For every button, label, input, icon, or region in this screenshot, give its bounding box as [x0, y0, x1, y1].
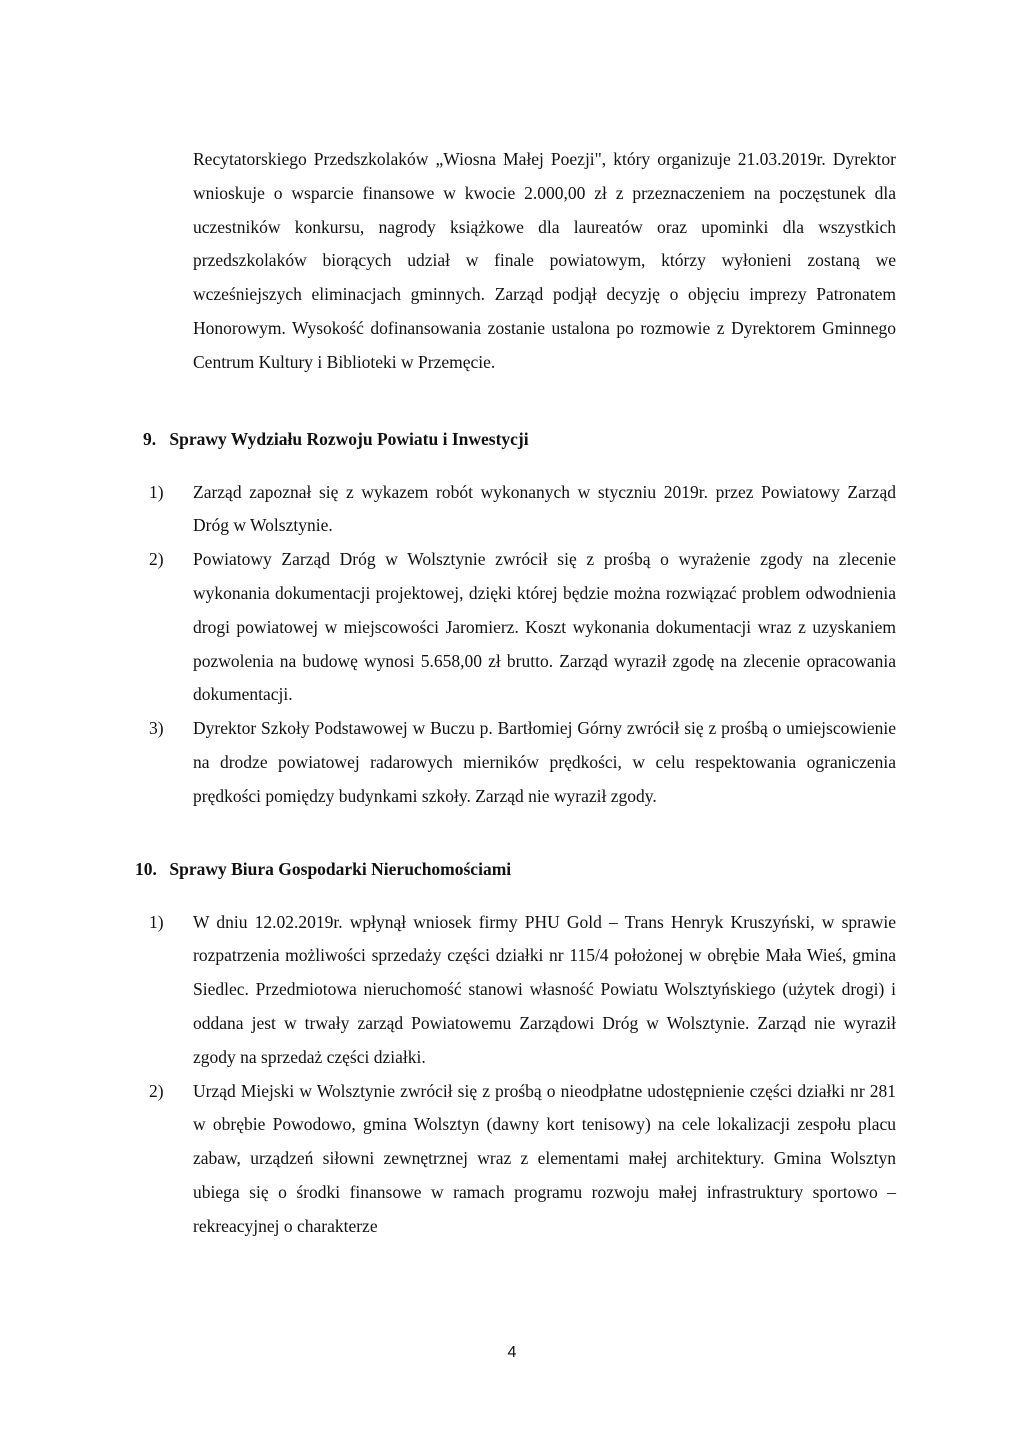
- item-number: 2): [149, 549, 164, 570]
- section-number: 9.: [143, 428, 157, 449]
- section-number: 10.: [135, 858, 157, 879]
- item-number: 2): [149, 1080, 164, 1101]
- item-number: 3): [149, 718, 164, 739]
- section-10: [135, 852, 896, 1244]
- item-number: 1): [149, 481, 164, 502]
- item-text: Dyrektor Szkoły Podstawowej w Buczu p. Bartłomiej Górny zwrócił się z prośbą o umiejscowienie na drodze powiatowej radarowych mierników prędkości, w celu respektowania ograniczenia prędkości pomiędzy budynkami szkoły. Zarząd nie wyraził zgody.: [193, 718, 896, 806]
- list-item: [149, 906, 896, 1075]
- item-number: 1): [149, 911, 164, 932]
- section-title: Sprawy Biura Gospodarki Nieruchomościami: [169, 858, 512, 879]
- item-text: W dniu 12.02.2019r. wpłynął wniosek firmy PHU Gold – Trans Henryk Kruszyński, w sprawie rozpatrzenia możliwości sprzedaży części działki nr 115/4 położonej w obrębie Mała Wieś, gmina Siedlec. Przedmiotowa nieruchomość stanowi własność Powiatu Wolsztyńskiego (użytek drogi) i oddana jest w trwały zarząd Powiatowemu Zarządowi Dróg w Wolsztynie. Zarząd nie wyraził zgody na sprzedaż części działki.: [193, 911, 896, 1067]
- list-item: [149, 476, 896, 544]
- item-text: Powiatowy Zarząd Dróg w Wolsztynie zwrócił się z prośbą o wyrażenie zgody na zlecenie wykonania dokumentacji projektowej, dzięki której będzie można rozwiązać problem odwodnienia drogi powiatowej w miejscowości Jaromierz. Koszt wykonania dokumentacji wraz z uzyskaniem pozwolenia na budowę wynosi 5.658,00 zł brutto. Zarząd wyraził zgodę na zlecenie opracowania dokumentacji.: [193, 549, 896, 705]
- item-text: Zarząd zapoznał się z wykazem robót wykonanych w styczniu 2019r. przez Powiatowy Zarząd Dróg w Wolsztynie.: [193, 481, 896, 536]
- section-heading: [135, 852, 896, 886]
- list-item: [149, 1075, 896, 1244]
- section-heading: [143, 422, 896, 456]
- page-number: 4: [507, 1344, 517, 1361]
- list-item: [149, 712, 896, 813]
- section-9: [143, 422, 896, 814]
- section-title: Sprawy Wydziału Rozwoju Powiatu i Inwestycji: [169, 428, 529, 449]
- document-page: [135, 143, 896, 1244]
- item-text: Urząd Miejski w Wolsztynie zwrócił się z prośbą o nieodpłatne udostępnienie części działki nr 281 w obrębie Powodowo, gmina Wolsztyn (dawny kort tenisowy) na cele lokalizacji zespołu placu zabaw, urządzeń siłowni zewnętrznej wraz z elementami małej architektury. Gmina Wolsztyn ubiega się o środki finansowe w ramach programu rozwoju małej infrastruktury sportowo – rekreacyjnej o charakterze: [193, 1080, 896, 1236]
- list-item: [149, 543, 896, 712]
- intro-paragraph: Recytatorskiego Przedszkolaków „Wiosna Małej Poezji", który organizuje 21.03.2019r. Dyrektor wnioskuje o wsparcie finansowe w kwocie 2.000,00 zł z przeznaczeniem na poczęstunek dla uczestników konkursu, nagrody książkowe dla laureatów oraz upominki dla wszystkich przedszkolaków biorących udział w finale powiatowym, którzy wyłonieni zostaną we wcześniejszych eliminacjach gminnych. Zarząd podjął decyzję o objęciu imprezy Patronatem Honorowym. Wysokość dofinansowania zostanie ustalona po rozmowie z Dyrektorem Gminnego Centrum Kultury i Biblioteki w Przemęcie.: [193, 149, 896, 372]
